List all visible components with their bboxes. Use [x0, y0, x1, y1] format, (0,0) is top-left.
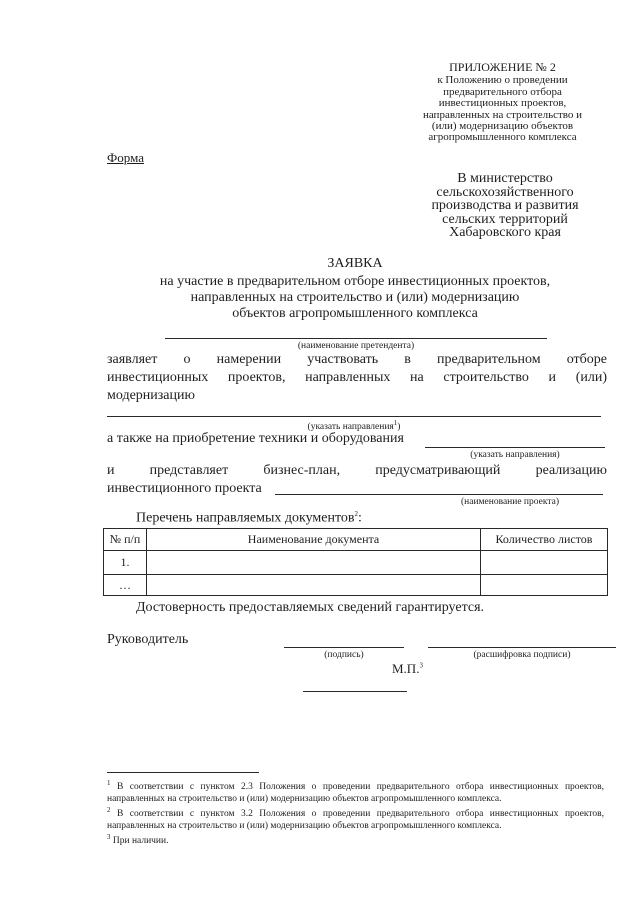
addressee-line: сельских территорий — [442, 211, 568, 227]
appendix-title: ПРИЛОЖЕНИЕ № 2 — [449, 60, 556, 74]
appendix-line: (или) модернизацию объектов — [431, 120, 574, 133]
col-header-number: № п/п — [104, 529, 147, 551]
word: отборе — [566, 352, 607, 367]
table-cell: 1. — [104, 551, 147, 575]
word: в — [404, 352, 411, 367]
signature-caption: (подпись) — [324, 650, 364, 660]
applicant-field-line[interactable] — [165, 338, 547, 339]
appendix-line: к Положению о проведении — [437, 74, 568, 87]
table-cell[interactable] — [147, 551, 481, 575]
appendix-line: инвестиционных проектов, — [438, 97, 567, 110]
table-row — [104, 551, 608, 575]
appendix-line: предварительного отбора — [443, 85, 562, 98]
signature-role: Руководитель — [107, 632, 189, 647]
heading-line: на участие в предварительном отборе инвестиционных проектов, — [159, 274, 551, 289]
stamp-label — [392, 661, 423, 677]
word: инвестиционных — [107, 370, 209, 385]
equipment-caption: (указать направления) — [470, 450, 560, 460]
declares-paragraph — [107, 351, 607, 405]
signature-decode-caption: (расшифровка подписи) — [473, 650, 571, 660]
direction-caption-end: ) — [397, 422, 401, 433]
word: на — [410, 370, 424, 385]
project-field-line[interactable] — [275, 494, 603, 495]
footnote-text: В соответствии с пунктом 3.2 Положения о проведении предварительного отбора инвестиционных проектов, направленных на строительство и (или) модернизацию объектов агропромышленного комплекса. — [107, 809, 604, 831]
footnote-separator — [107, 772, 259, 773]
date-field-line[interactable] — [303, 691, 407, 692]
word: бизнес-план, — [263, 463, 341, 478]
word: и — [107, 463, 115, 478]
table-row — [104, 575, 608, 596]
form-label: Форма — [107, 150, 144, 165]
stamp-text: М.П. — [392, 661, 420, 676]
table-cell: … — [104, 575, 147, 596]
col-header-pages: Количество листов — [481, 529, 608, 551]
direction-field-line[interactable] — [107, 416, 601, 417]
guarantee-text: Достоверность предоставляемых сведений гарантируется. — [136, 600, 485, 615]
word: предусматривающий — [375, 463, 501, 478]
footnote-item — [107, 805, 604, 832]
business-plan-line: инвестиционного проекта — [107, 481, 262, 496]
footnote-ref: 2 — [354, 510, 359, 518]
footnote-number: 2 — [107, 806, 111, 815]
footnote-item — [107, 832, 604, 848]
project-caption: (наименование проекта) — [460, 497, 559, 507]
footnote-text: В соответствии с пунктом 2.3 Положения о проведении предварительного отбора инвестиционных проектов, направленных на строительство и (или) модернизацию объектов агропромышленного комплекса. — [107, 782, 604, 804]
word: строительство — [443, 370, 529, 385]
equipment-text: а также на приобретение техники и оборудования — [107, 431, 404, 446]
declares-line — [107, 369, 607, 387]
word: (или) — [575, 370, 607, 385]
declares-line — [107, 351, 607, 369]
word: участвовать — [307, 352, 379, 367]
signature-decode-field-line[interactable] — [428, 647, 616, 648]
addressee-line: Хабаровского края — [449, 225, 561, 240]
docs-list-label — [136, 510, 362, 527]
word: реализацию — [535, 463, 607, 478]
documents-table — [103, 528, 608, 596]
footnote-number: 1 — [107, 779, 111, 787]
table-cell[interactable] — [147, 575, 481, 596]
col-header-name: Наименование документа — [147, 529, 481, 551]
equipment-field-line[interactable] — [425, 447, 605, 448]
word: проектов, — [227, 370, 286, 385]
table-cell[interactable] — [481, 575, 608, 596]
docs-list-label-text: Перечень направляемых документов — [136, 510, 355, 526]
word: и — [548, 370, 557, 385]
business-plan-paragraph — [107, 462, 607, 498]
footnote-text: При наличии. — [112, 836, 169, 847]
footnote-number: 3 — [107, 833, 111, 842]
footnote-item — [107, 778, 604, 805]
addressee-line: В министерство — [457, 171, 553, 186]
direction-caption-text: (указать направления — [307, 422, 394, 433]
docs-list-suffix: : — [358, 510, 362, 526]
declares-line: модернизацию — [107, 388, 195, 403]
word: направленных — [305, 370, 391, 385]
appendix-block — [395, 62, 610, 144]
word: намерении — [216, 352, 282, 367]
signature-field-line[interactable] — [284, 647, 404, 648]
word: о — [183, 352, 191, 367]
addressee-line: производства и развития — [431, 198, 579, 213]
appendix-line: агропромышленного комплекса — [428, 131, 577, 144]
footnote-ref: 1 — [393, 419, 398, 427]
word: представляет — [149, 463, 229, 478]
table-header-row — [104, 529, 608, 551]
applicant-caption: (наименование претендента) — [297, 341, 415, 351]
business-plan-line — [107, 462, 607, 480]
appendix-line: направленных на строительство и — [422, 108, 583, 121]
word: предварительном — [437, 352, 541, 367]
word: заявляет — [107, 352, 158, 367]
heading-block — [100, 256, 610, 322]
footnote-ref: 3 — [419, 661, 423, 670]
table-cell[interactable] — [481, 551, 608, 575]
document-title: ЗАЯВКА — [327, 256, 383, 271]
addressee-line: сельскохозяйственного — [436, 184, 574, 200]
addressee-block — [410, 172, 600, 240]
heading-line: объектов агропромышленного комплекса — [232, 306, 478, 321]
heading-line: направленных на строительство и (или) модернизацию — [190, 290, 520, 305]
footnotes-block — [107, 778, 604, 848]
